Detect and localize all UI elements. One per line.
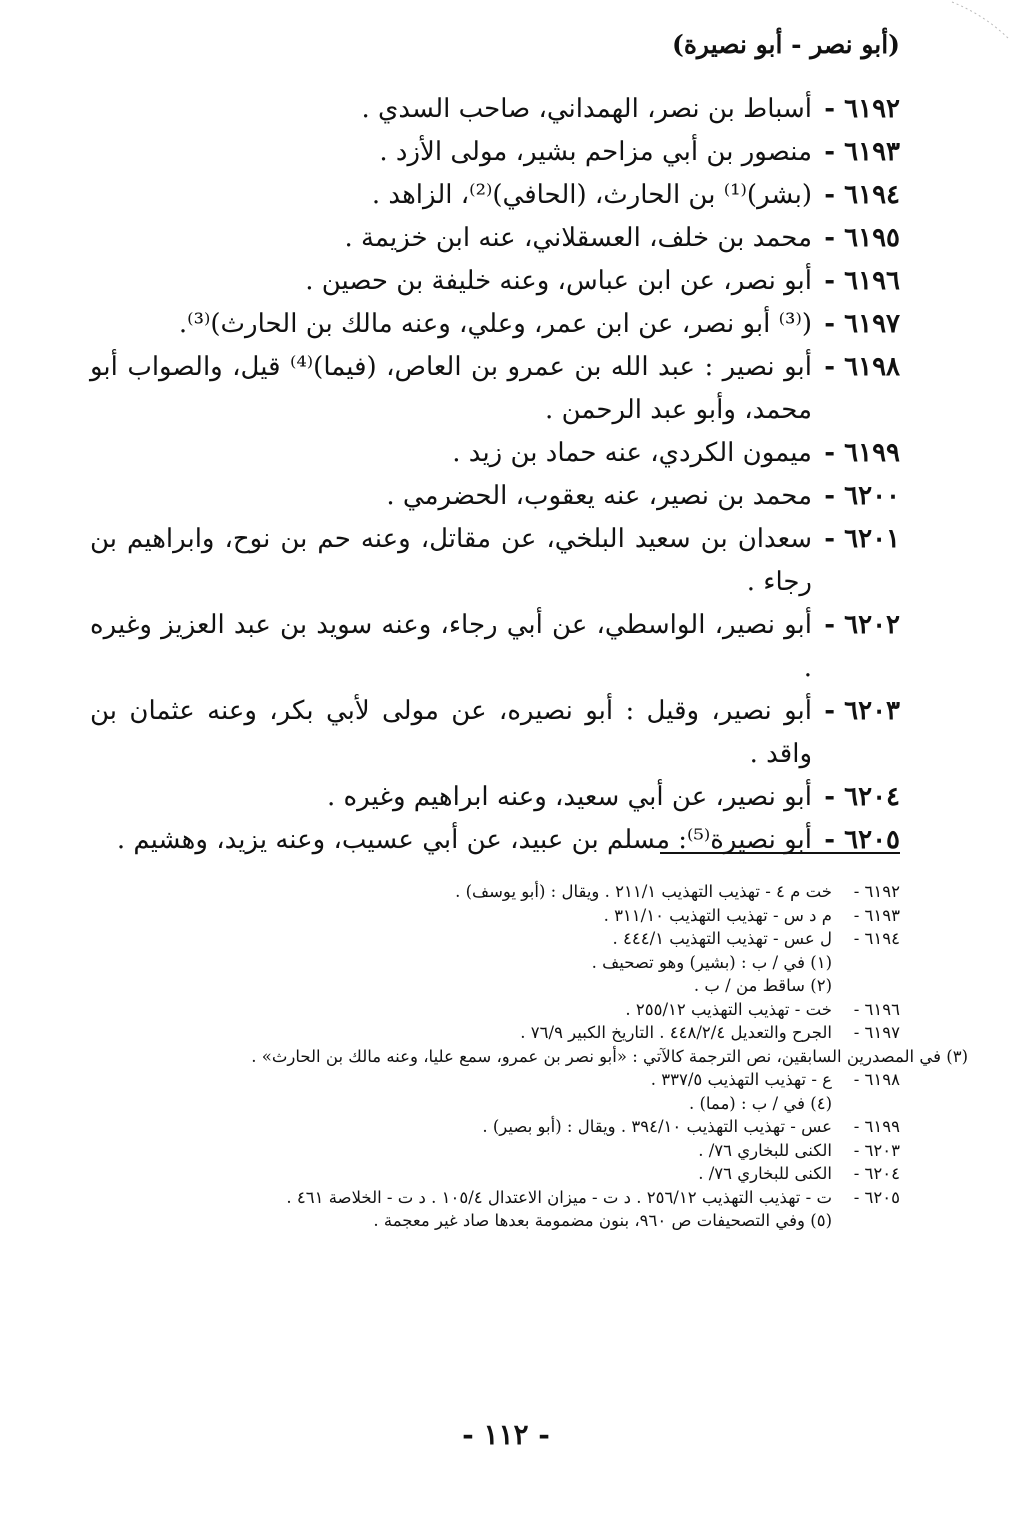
footnote-text: الكنى للبخاري ٧٦/ .: [698, 1140, 832, 1160]
entry-text: (بشر)⁽¹⁾ بن الحارث، (الحافي)⁽²⁾، الزاهد .: [371, 180, 812, 210]
footnote-row: [90, 1092, 900, 1116]
footnote-number: ٦٢٠٥ -: [853, 1187, 900, 1207]
footnote-row: [90, 1068, 900, 1092]
entry-text: أبو نصيرة⁽⁵⁾: مسلم بن عبيد، عن أبي عسيب، وعنه يزيد، وهشيم .: [116, 825, 812, 855]
footnote-number: ٦١٩٤ -: [853, 929, 900, 948]
entry-number: ٦١٩٥ -: [824, 223, 900, 253]
page-number: - ١١٢ -: [462, 1418, 550, 1451]
footnote-number: ٦١٩٩ -: [853, 1117, 900, 1136]
entry-text: أبو نصير، وقيل : أبو نصيره، عن مولى لأبي بكر، وعنه عثمان بن واقد .: [90, 696, 812, 769]
footnote-text: م د س - تهذيب التهذيب ٣١١/١٠ .: [603, 905, 832, 925]
footnote-row: [90, 974, 900, 998]
scan-corner-artifact: [942, 0, 1012, 50]
entry-text: محمد بن خلف، العسقلاني، عنه ابن خزيمة .: [344, 223, 812, 253]
entry-number: ٦٢٠٢ -: [824, 610, 900, 640]
entry-text: محمد بن نصير، عنه يعقوب، الحضرمي .: [386, 481, 812, 511]
footnotes: [90, 880, 968, 1233]
footnote-row: [90, 1162, 900, 1186]
footnote-number: ٦٢٠٣ -: [853, 1140, 900, 1160]
entry: [90, 217, 900, 260]
entry-number: ٦١٩٤ -: [824, 180, 900, 210]
footnote-row: [90, 904, 900, 928]
footnote-row: [90, 880, 900, 904]
entry: [90, 690, 900, 776]
entry-text: أبو نصير، الواسطي، عن أبي رجاء، وعنه سويد بن عبد العزيز وغيره .: [90, 610, 812, 683]
footnote-number: ٦١٩٣ -: [853, 905, 900, 925]
entry-number: ٦١٩٧ -: [824, 309, 900, 339]
entry-text: (⁽³⁾ أبو نصر، عن ابن عمر، وعلي، وعنه مالك بن الحارث)⁽³⁾.: [178, 309, 812, 339]
footnote-row: [90, 1115, 900, 1139]
entry: [90, 88, 900, 131]
footnote-number: ٦١٩٨ -: [853, 1070, 900, 1089]
entry-text: ميمون الكردي، عنه حماد بن زيد .: [452, 438, 812, 468]
footnote-row: [90, 998, 900, 1022]
footnote-text: ل عس - تهذيب التهذيب ٤٤٤/١ .: [612, 929, 832, 948]
footnote-text: ت - تهذيب التهذيب ٢٥٦/١٢ . د ت - ميزان الاعتدال ١٠٥/٤ . د ت - الخلاصة ٤٦١ .: [286, 1187, 832, 1207]
footnote-number: ٦١٩٢ -: [853, 882, 900, 901]
entry-number: ٦٢٠١ -: [824, 524, 900, 554]
footnote-row: [90, 1209, 900, 1233]
entry-number: ٦١٩٦ -: [824, 266, 900, 296]
entry-number: ٦١٩٨ -: [824, 352, 900, 382]
footnote-text: الجرح والتعديل ٤٤٨/٢/٤ . التاريخ الكبير ٧٦/٩ .: [520, 1023, 832, 1042]
footnote-row: [90, 1021, 900, 1045]
entry: [90, 475, 900, 518]
entry: [90, 174, 900, 217]
entry: [90, 604, 900, 690]
footnote-text: (١) في / ب : (بشير) وهو تصحيف .: [591, 952, 832, 972]
footnote-number: ٦٢٠٤ -: [853, 1164, 900, 1183]
entry-number: ٦١٩٢ -: [824, 94, 900, 124]
footnote-text: (٢) ساقط من / ب .: [693, 976, 832, 995]
footnote-text: ع - تهذيب التهذيب ٣٣٧/٥ .: [650, 1070, 832, 1089]
footnote-text: خت م ٤ - تهذيب التهذيب ٢١١/١ . ويقال : (أبو يوسف) .: [455, 882, 832, 901]
entry-text: سعدان بن سعيد البلخي، عن مقاتل، وعنه حم بن نوح، وابراهيم بن رجاء .: [90, 524, 812, 597]
footnote-number: ٦١٩٧ -: [853, 1023, 900, 1042]
footnote-row: [90, 1139, 900, 1163]
entry-number: ٦٢٠٠ -: [824, 481, 900, 511]
entry-text: منصور بن أبي مزاحم بشير، مولى الأزد .: [379, 137, 812, 167]
entry-number: ٦٢٠٥ -: [824, 825, 900, 855]
footnote-text: (٣) في المصدرين السابقين، نص الترجمة كالآتي : «أبو نصر بن عمرو، سمع عليا، وعنه مالك بن الحارث» .: [251, 1046, 968, 1066]
entry-text: أبو نصير، عن أبي سعيد، وعنه ابراهيم وغيره .: [327, 782, 812, 812]
entry-text: أبو نصر، عن ابن عباس، وعنه خليفة بن حصين .: [305, 266, 812, 296]
entry-number: ٦١٩٣ -: [824, 137, 900, 167]
footnote-text: عس - تهذيب التهذيب ٣٩٤/١٠ . ويقال : (أبو بصير) .: [482, 1117, 832, 1136]
entry: [90, 518, 900, 604]
footnote-text: خت - تهذيب التهذيب ٢٥٥/١٢ .: [625, 999, 832, 1019]
footnote-row: [90, 1186, 900, 1210]
entry: [90, 819, 900, 862]
entry-text: أسباط بن نصر، الهمداني، صاحب السدي .: [361, 94, 812, 124]
footnote-row: [90, 927, 900, 951]
footnote-row: [90, 951, 900, 975]
entry-number: ٦٢٠٤ -: [824, 782, 900, 812]
footnote-row: [90, 1045, 968, 1069]
footnote-number: ٦١٩٦ -: [853, 999, 900, 1019]
footnote-text: (٥) وفي التصحيفات ص ٩٦٠، بنون مضمومة بعدها صاد غير معجمة .: [373, 1211, 832, 1230]
entry: [90, 131, 900, 174]
running-header: (أبو نصر - أبو نصيرة): [672, 30, 900, 59]
entry: [90, 303, 900, 346]
footnote-text: (٤) في / ب : (مما) .: [688, 1093, 832, 1113]
entry: [90, 432, 900, 475]
footnote-separator: [660, 852, 900, 854]
entry: [90, 346, 900, 432]
entry-number: ٦٢٠٣ -: [824, 696, 900, 726]
entry-text: أبو نصير : عبد الله بن عمرو بن العاص، (فيما)⁽⁴⁾ قيل، والصواب أبو محمد، وأبو عبد الرحمن .: [90, 352, 812, 425]
footnote-text: الكنى للبخاري ٧٦/ .: [698, 1164, 832, 1183]
entry: [90, 260, 900, 303]
entry: [90, 776, 900, 819]
entries-list: [90, 88, 900, 862]
entry-number: ٦١٩٩ -: [824, 438, 900, 468]
